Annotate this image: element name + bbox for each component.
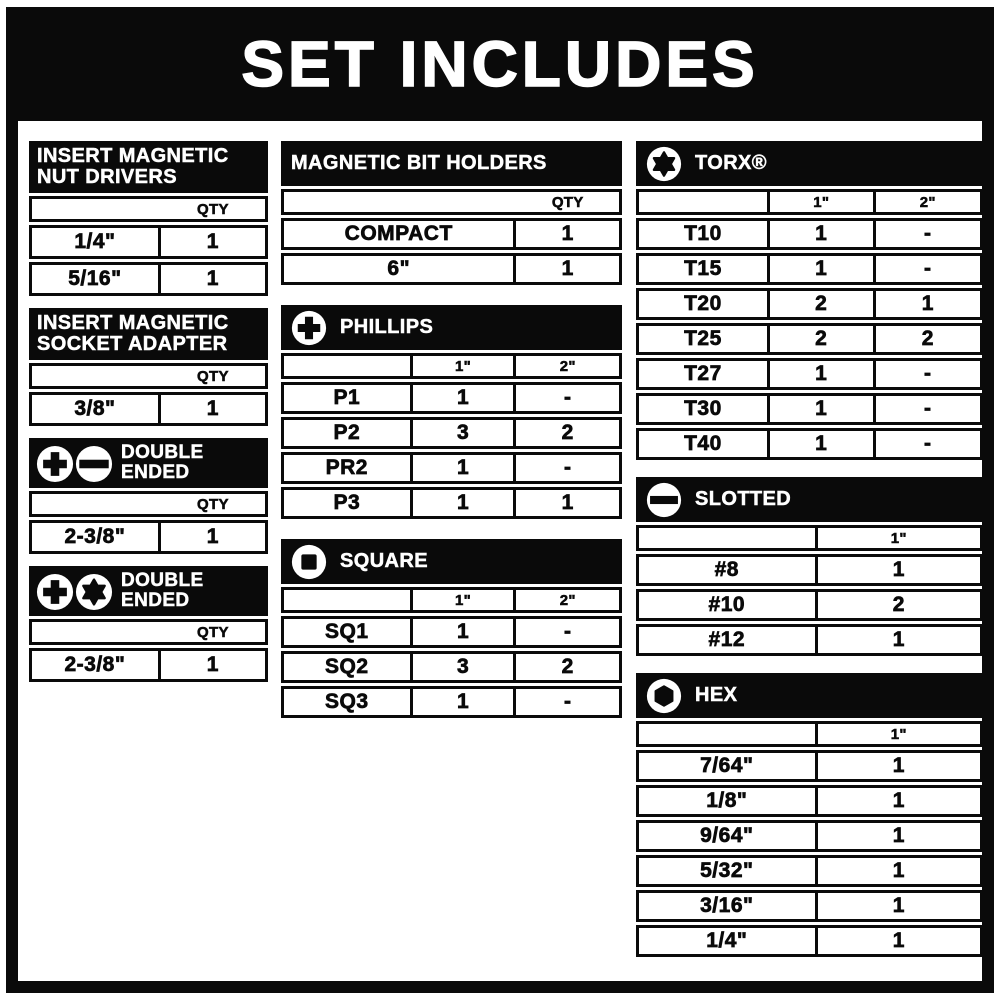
table-row: [281, 487, 622, 519]
header-cell-1in: 1": [815, 724, 980, 744]
qty-cell: -: [873, 361, 980, 387]
content-area: [18, 121, 982, 981]
header-cell-empty: [284, 590, 410, 610]
qty-cell: 1: [815, 858, 980, 884]
qty-cell: 1: [815, 823, 980, 849]
table-header-row: [636, 189, 983, 215]
header-cell-qty: QTY: [197, 367, 229, 385]
qty-cell: 1: [873, 291, 980, 317]
table-row: [636, 253, 983, 285]
header-cell-2in: 2": [513, 356, 619, 376]
table-slotted: [636, 477, 983, 656]
header-cell-1in: 1": [815, 528, 980, 548]
title-line: DOUBLE: [121, 442, 204, 464]
title-line: INSERT MAGNETIC: [37, 145, 229, 168]
table-title: [121, 443, 204, 483]
table-row: [281, 686, 622, 718]
qty-cell: 1: [158, 265, 265, 293]
size-cell: T25: [684, 327, 722, 350]
qty-cell: 2: [815, 592, 980, 618]
table-title-bar: [29, 438, 268, 488]
infographic-frame: [6, 7, 994, 993]
qty-cell: 1: [410, 455, 514, 481]
column-1: [29, 141, 268, 694]
hex-icon: [646, 678, 682, 714]
title-line: DOUBLE: [121, 570, 204, 592]
header-cell-qty: QTY: [197, 623, 229, 641]
size-cell: 5/32": [700, 859, 754, 882]
table-header-row: [29, 491, 268, 517]
table-insert-magnetic-nut-drivers: [29, 141, 268, 296]
table-title: [37, 146, 229, 188]
size-cell: 1/8": [706, 789, 748, 812]
title-line: NUT DRIVERS: [37, 166, 177, 188]
table-row: [636, 890, 983, 922]
size-cell: COMPACT: [344, 222, 453, 245]
table-title: [121, 571, 204, 611]
torx-icon: [75, 573, 111, 609]
table-title: [340, 317, 433, 338]
table-magnetic-bit-holders: [281, 141, 622, 285]
table-header-row: [29, 619, 268, 645]
size-cell: 2-3/8": [64, 653, 126, 676]
qty-cell: -: [873, 431, 980, 457]
size-cell: SQ2: [325, 655, 369, 678]
qty-cell: 2: [513, 654, 619, 680]
title-line: SLOTTED: [695, 488, 792, 511]
table-row: [29, 648, 268, 682]
table-header-row: [281, 189, 622, 215]
qty-cell: 1: [815, 893, 980, 919]
column-3: [636, 141, 983, 974]
size-cell: SQ3: [325, 690, 369, 713]
size-cell: P3: [333, 491, 361, 514]
table-header-row: [281, 587, 622, 613]
size-cell: 2-3/8": [64, 525, 126, 548]
header-cell-empty: [32, 494, 158, 514]
size-cell: 3/8": [74, 397, 116, 420]
qty-cell: -: [513, 689, 619, 715]
qty-cell: 1: [815, 753, 980, 779]
table-row: [29, 392, 268, 426]
header-cell-empty: [32, 622, 158, 642]
table-title: [695, 685, 737, 706]
table-row: [636, 358, 983, 390]
size-cell: T27: [684, 362, 722, 385]
qty-cell: 1: [158, 523, 265, 551]
size-cell: 6": [387, 257, 411, 280]
title-line: HEX: [695, 684, 738, 707]
slotted-icon: [75, 445, 111, 481]
header-cell-1in: 1": [767, 192, 873, 212]
title-line: INSERT MAGNETIC: [37, 312, 229, 335]
header-cell-2in: 2": [513, 590, 619, 610]
size-cell: 3/16": [700, 894, 754, 917]
table-row: [636, 393, 983, 425]
qty-cell: -: [513, 385, 619, 411]
title-line: MAGNETIC BIT HOLDERS: [291, 152, 547, 175]
size-cell: PR2: [325, 456, 368, 479]
table-row: [636, 820, 983, 852]
table-row: [281, 253, 622, 285]
header-cell-empty: [639, 528, 815, 548]
header-cell-empty: [284, 192, 513, 212]
title-line: ENDED: [121, 462, 190, 483]
table-title: [695, 489, 791, 510]
size-cell: 7/64": [700, 754, 754, 777]
qty-cell: 1: [815, 788, 980, 814]
table-header-row: [29, 363, 268, 389]
qty-cell: 1: [410, 689, 514, 715]
table-title: [291, 153, 547, 174]
table-row: [281, 218, 622, 250]
table-row: [636, 785, 983, 817]
table-header-row: [636, 525, 983, 551]
table-torx: [636, 141, 983, 460]
size-cell: 1/4": [706, 929, 748, 952]
qty-cell: -: [513, 619, 619, 645]
size-cell: 1/4": [74, 230, 116, 253]
title-line: PHILLIPS: [340, 316, 434, 339]
column-2: [281, 141, 622, 738]
table-row: [636, 288, 983, 320]
table-header-row: [636, 721, 983, 747]
table-row: [636, 428, 983, 460]
qty-cell: 1: [513, 221, 619, 247]
table-square: [281, 539, 622, 718]
table-title-bar: [281, 539, 622, 584]
title-icons: [36, 573, 111, 609]
header-cell-1in: 1": [410, 356, 514, 376]
table-title-bar: [281, 305, 622, 350]
table-title-bar: [636, 673, 983, 718]
table-title-bar: [29, 141, 268, 193]
table-title-bar: [636, 477, 983, 522]
qty-cell: -: [873, 256, 980, 282]
qty-cell: 1: [815, 557, 980, 583]
header-cell-empty: [32, 199, 158, 219]
table-insert-magnetic-socket-adapter: [29, 308, 268, 426]
table-row: [636, 750, 983, 782]
qty-cell: 1: [767, 256, 873, 282]
size-cell: T20: [684, 292, 722, 315]
size-cell: #10: [708, 593, 746, 616]
table-row: [636, 624, 983, 656]
size-cell: P1: [333, 386, 361, 409]
qty-cell: 1: [410, 619, 514, 645]
qty-cell: -: [873, 396, 980, 422]
header-cell-empty: [284, 356, 410, 376]
title-line: ENDED: [121, 590, 190, 611]
table-row: [281, 452, 622, 484]
qty-cell: 1: [767, 431, 873, 457]
table-double-ended-phillips-slotted: [29, 438, 268, 554]
phillips-icon: [36, 573, 72, 609]
table-title: [695, 153, 767, 174]
qty-cell: 1: [767, 361, 873, 387]
table-title-bar: [636, 141, 983, 186]
qty-cell: -: [873, 221, 980, 247]
header-cell-empty: [32, 366, 158, 386]
header-cell-qty: QTY: [197, 200, 229, 218]
header-cell-1in: 1": [410, 590, 514, 610]
table-title-bar: [281, 141, 622, 186]
size-cell: 9/64": [700, 824, 754, 847]
table-row: [281, 417, 622, 449]
size-cell: T30: [684, 397, 722, 420]
table-title-bar: [29, 566, 268, 616]
table-hex: [636, 673, 983, 957]
qty-cell: 3: [410, 420, 514, 446]
qty-cell: 3: [410, 654, 514, 680]
qty-cell: 1: [767, 396, 873, 422]
table-title: [37, 313, 229, 355]
phillips-icon: [291, 310, 327, 346]
table-header-row: [281, 353, 622, 379]
size-cell: #8: [714, 558, 739, 581]
qty-cell: 1: [410, 490, 514, 516]
size-cell: T10: [684, 222, 722, 245]
header-cell-2in: 2": [873, 192, 980, 212]
qty-cell: 2: [513, 420, 619, 446]
table-row: [29, 520, 268, 554]
title-icons: [36, 445, 111, 481]
slotted-icon: [646, 482, 682, 518]
qty-cell: 1: [815, 928, 980, 954]
table-header-row: [29, 196, 268, 222]
table-row: [636, 855, 983, 887]
page-title: SET INCLUDES: [241, 28, 759, 100]
qty-cell: 1: [410, 385, 514, 411]
table-row: [29, 225, 268, 259]
header-cell-qty: QTY: [197, 495, 229, 513]
square-icon: [291, 544, 327, 580]
table-row: [636, 925, 983, 957]
table-row: [636, 554, 983, 586]
size-cell: 5/16": [68, 267, 122, 290]
table-row: [281, 651, 622, 683]
title-line: SQUARE: [340, 550, 428, 573]
qty-cell: 1: [158, 651, 265, 679]
qty-cell: 2: [873, 326, 980, 352]
qty-cell: -: [513, 455, 619, 481]
table-row: [636, 589, 983, 621]
qty-cell: 1: [158, 395, 265, 423]
header-cell-empty: [639, 192, 767, 212]
size-cell: P2: [333, 421, 361, 444]
qty-cell: 1: [158, 228, 265, 256]
size-cell: T40: [684, 432, 722, 455]
table-row: [29, 262, 268, 296]
table-double-ended-phillips-torx: [29, 566, 268, 682]
table-title-bar: [29, 308, 268, 360]
table-title: [340, 551, 428, 572]
qty-cell: 1: [815, 627, 980, 653]
table-row: [281, 616, 622, 648]
size-cell: SQ1: [325, 620, 369, 643]
header-cell-empty: [639, 724, 815, 744]
qty-cell: 1: [767, 221, 873, 247]
qty-cell: 2: [767, 326, 873, 352]
size-cell: #12: [708, 628, 746, 651]
table-row: [636, 323, 983, 355]
banner: [6, 7, 994, 121]
table-phillips: [281, 305, 622, 519]
header-cell-qty: QTY: [551, 193, 584, 211]
qty-cell: 1: [513, 490, 619, 516]
torx-icon: [646, 146, 682, 182]
phillips-icon: [36, 445, 72, 481]
qty-cell: 1: [513, 256, 619, 282]
title-line: SOCKET ADAPTER: [37, 333, 228, 355]
qty-cell: 2: [767, 291, 873, 317]
size-cell: T15: [684, 257, 722, 280]
table-row: [636, 218, 983, 250]
table-row: [281, 382, 622, 414]
title-line: TORX®: [695, 152, 767, 175]
